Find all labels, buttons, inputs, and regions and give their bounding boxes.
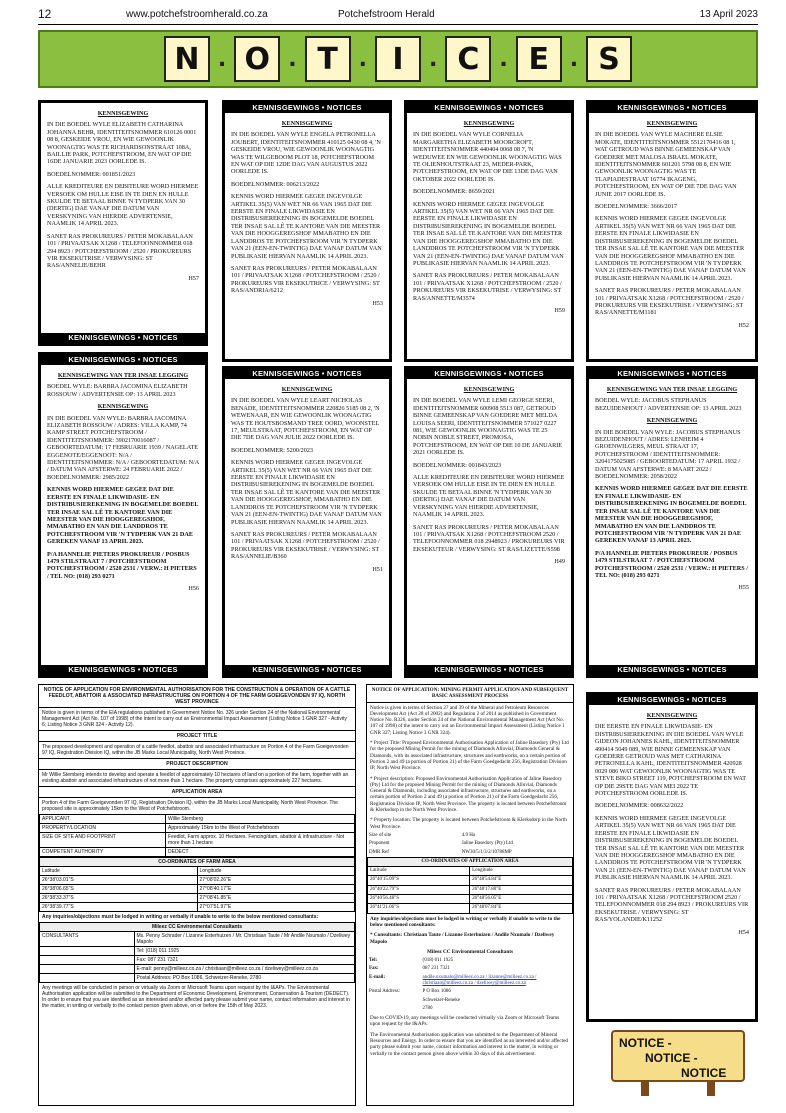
notice-intro: IN DIE BOEDEL VAN WYLE MACHERE ELSIE MOKATE, IDENTITEITSNOMMER 5512170416 08 1, WAT GETROUD WAS BINNE GEMEENSKAP VAN GOEDERE MET MALOSA ISRAEL MOKATE, IDENTITEITSNOMMER 601201 5798 08 8, EN WIE GEWOONLIK WOONAGTIG WAS TE TLAPIADESTRAAT 16774 IKAGENG, POTCHEFSTROOM, EN WAT OP DIE 7DE DAG VAN JUNIE 2017 OORLEDE IS. — [595, 131, 737, 198]
notices-label: KENNISGEWINGS • NOTICES — [589, 695, 755, 705]
mining-project-title: * Project Title: Proposed Environmental Authorisation Application of Jaline Basedory (Pty) Ltd for the proposed Mining Permit for the mining of Diamonds Alluvial, Diamonds General & Diamonds, with its associated infrastructure, structures and earthworks, on a certain portion of Portion 2 and 49 (a portion of Portion 21) of the Farm Goedgedacht 256, Registration Division IP, North West Province. — [370, 740, 569, 772]
mining-coordinates-table — [367, 857, 573, 914]
farm-coordinates-table — [39, 857, 355, 912]
mining-submission-note: The Environmental Authorisation application was submitted to the Department of Mineral Resources and Energy. In order to ensure that you are identified as an interested and/or affected party please submit your name, contact information and interest in the matter, in writing or verbally to the contact person given above within 30 days of this advertisement. — [370, 1031, 568, 1057]
table-cell: Approximately 15km to the West of Potchefstroom — [166, 824, 355, 833]
table-cell: (018) 011 1925 — [422, 958, 454, 964]
table-cell: 26°48'17.80"E — [470, 885, 573, 894]
table-row — [40, 885, 355, 894]
table-cell — [40, 947, 135, 956]
table-cell: 26°40'15.09"S — [368, 876, 470, 885]
table-row — [368, 876, 573, 885]
table-cell — [367, 1005, 421, 1013]
notice-moorcroft — [404, 100, 574, 362]
notice-code: H55 — [738, 584, 749, 592]
table-cell: Latitude — [368, 867, 470, 876]
env-notice-intro: Notice is given in terms of the EIA regulations published in Government Notice No. 326 under Section 24 of the National Environmental Management Act (Act No. 107 of 1998) of the intent to carry out an Environmental Impact Assessment (Listing Notice 1 GNR 327 - Activity 6; Listing Notice 3 GNR 324 - Activity 12). — [42, 710, 347, 728]
notice-benade — [222, 366, 392, 678]
notices-label: KENNISGEWINGS • NOTICES — [589, 103, 755, 113]
page-header — [38, 6, 758, 26]
notice-address: SANET RAS PROKUREURS / PETER MOKABALAAN 101 / PRIVAATSAK X1268 / POTCHEFSTROOM / 2520 / PROKUREURS VIR EKSEKUTRISE / VERWYSING: ST RAS/ANNETTE/M1181 — [595, 287, 744, 317]
notice-joubert — [222, 100, 392, 362]
table-row — [40, 876, 355, 885]
table-cell: 27°08'02.26"E — [197, 876, 355, 885]
banner-letter: O — [234, 36, 280, 82]
project-title-heading: PROJECT TITLE — [39, 730, 355, 742]
table-heading: CO-ORDINATES OF FARM AREA — [40, 858, 355, 867]
table-row — [367, 974, 573, 989]
banner-letter: T — [305, 36, 351, 82]
notice-body: KENNIS WORD HIERMEE GEGEE DAT DIE EERSTE EN FINALE LIKWIDASIE- EN DISTRIBUSIEREKENING IN BOGEMELDE BOEDEL TER INSAE SAL LÊ TE KANTORE VAN DIE MEESTER VAN DIE HOOGGEREGSHOF, MMABATHO EN VAN DIE LANDDROS TE POTCHEFSTROOM VIR 'N TYDPERK VAN 21 DAE GEREKEN VANAF 13 APRIL 2023. — [47, 486, 199, 546]
mining-notice-intro: Notice is given in terms of Section 27 and 39 of the Mineral and Petroleum Resources Development Act (Act 28 of 2002) and Regulation 2 of 2014 as published in Government Notice No. R326, under Section 24 of the National Environmental Management Act (Act No. 107 of 1998) of the intent to carry out an Environmental Impact Assessment (Listing Notice 1 GNR 327; Listing Notice 3 GNR 324). — [370, 704, 565, 736]
notice-intro: BOEDEL WYLE: BARBRA JACOMINA ELIZABETH ROSSOUW / ADVERTENSIE OP: 13 APRIL 2023 — [47, 383, 188, 398]
table-cell: 26°48'54.84"E — [470, 876, 573, 885]
estate-number: BOEDELNOMMER: 006213/2022 — [231, 180, 320, 188]
table-cell: PROPERTY/LOCATION — [40, 824, 166, 833]
notice-subtitle: KENNISGEWING — [646, 417, 698, 425]
table-row — [40, 956, 355, 965]
table-row — [367, 840, 573, 848]
notice-address: SANET RAS PROKUREURS / PETER MOKABALAAN 101 / PRIVAATSAK X1268 / POTCHEFSTROOM / 2520 / PROKUREURS VIR EKSEKUTRISE / VERWYSING: ST RAS/ANNELIE/B360 — [231, 530, 380, 561]
notice-intro: IN DIE BOEDEL WYLE ELIZABETH CATHARINA JOHANNA BEHR, IDENTITEITSNOMMER 610126 0001 08 8, GESKEIDE VROU, EN WIE GEWOONLIK WOONAGTIG WAS TE RICHARDSONSTRAAT 108A, BAILLIE PARK, POTCHEFSTROOM, EN WAT OP DIE 16DE JANUARIE 2023 OORLEDE IS. — [47, 121, 197, 166]
notice-rossouw — [38, 352, 208, 678]
notice-code: H59 — [554, 306, 565, 314]
table-row — [367, 832, 573, 840]
table-cell: 26°38'06.65"S — [40, 885, 198, 894]
table-cell — [40, 956, 135, 965]
notice-code: H54 — [738, 928, 749, 936]
table-cell: Ms. Penny Schrader / Lizanne Esterhuizen / Mr. Christiaan Taute / Mr Andile Nxumalo / Dzeliwey Mapolo — [134, 932, 355, 947]
notice-code: H51 — [372, 565, 383, 573]
notice-body: KENNIS WORD HIERMEE GEGEE INGEVOLGE ARTIKEL 35(5) VAN WET NR 66 VAN 1965 DAT DIE EERSTE EN FINALE LIKWIDASIE EN DISTRIBUSIEREKENING IN BOGEMELDE BOEDEL TER INSAE SAL LÊ TE KANTORE VAN DIE MEESTER VAN DIE HOOGGEREGSHOF MMABATHO EN DIE LANDDROS TE POTCHEFSTROOM VIR 'N TYDPERK VAN 21 (EEN-EN-TWINTIG) DAE VANAF DATUM VAN PUBLIKASIE HIERVAN NAAMLIK 14 APRIL 2023. — [595, 215, 746, 282]
mining-project-description: * Project description: Proposed Environmental Authorisation Application of Jaline Basedory (Pty) Ltd for the proposed Mining Permit for the mining of Diamonds Alluvial, Diamonds General & Diamonds, including associated infrastructure, structures and earthworks, on a certain portion of Portion 2 and 49 (a portion of Portion 21) of the Farm Goedgedacht 256, Registration Division IP, North West Province. The property is located between Potchefstroom & Klerksdorp in the North West Province. — [370, 775, 567, 814]
table-cell: Size of site — [369, 832, 392, 838]
table-cell: 27°08'40.17"E — [197, 885, 355, 894]
table-cell: Feedlot, Farm approx. 10 Hectares. Fencing/dam, abattoir & infrastructure - Not more than 1 hectare — [166, 833, 355, 848]
notice-address: P/A HANNELIE PIETERS PROKUREUR / POSBUS 1479 STILSTRAAT 7 / POTCHEFSTROOM POTCHEFSTROOM / 2520 2531 / VERW.: H PIETERS / TEL NO: (018) 293 0271 — [47, 550, 197, 580]
notices-label: KENNISGEWINGS • NOTICES — [41, 355, 205, 365]
project-description-heading: PROJECT DESCRIPTION — [39, 758, 355, 770]
table-cell: 26°38'33.37"S — [40, 894, 198, 903]
table-cell — [40, 965, 135, 974]
table-row — [368, 867, 573, 876]
mining-permit-notice — [366, 684, 574, 1106]
sign-text: NOTICE - — [645, 1051, 698, 1065]
notice-details: IN DIE BOEDEL VAN WYLE: JACOBUS STEPHANUS BEZUIDENHOUT / ADRES: LENHEIM 4 GROENWILGERS, MEUL STRAAT 17, POTCHEFSTROOM / IDENTITEITSNOMMER: 3204175025085 / GEBOORTEDATUM: 17 APRIL 1932 / DATUM VAN AFSTERWE: 8 MAART 2022 / BOEDELNOMMER: 2058/2022 — [595, 428, 741, 481]
consultant-firm: Mileez CC Environmental Consultants — [427, 948, 513, 955]
notices-label: KENNISGEWINGS • NOTICES — [589, 369, 755, 379]
notice-title: KENNISGEWING VAN TER INSAE LEGGING — [57, 372, 189, 379]
notice-signboard — [611, 1030, 745, 1096]
table-cell: SIZE OF SITE AND FOOTPRINT — [40, 833, 166, 848]
table-cell: 26°38'39.77"S — [40, 903, 198, 912]
estate-number: BOEDELNOMMER: 001851/2023 — [47, 170, 136, 178]
notice-mokate — [586, 100, 758, 362]
banner-letter: N — [164, 36, 210, 82]
table-row — [367, 988, 573, 996]
issue-date: 13 April 2023 — [699, 9, 758, 20]
estate-number: BOEDELNOMMER: 8659/2021 — [413, 188, 495, 196]
header-divider — [38, 24, 758, 25]
notice-address: SANET RAS PROKUREURS / PETER MOKABALAAN 101 / PRIVAATSAK X1268 / POTCHEFSTROOM / 2520 / PROKUREURS VIR EKSEKUTRICE / VERWYSING: ST RAS/ANDRIA/6212 — [231, 264, 380, 295]
notice-kahl — [586, 692, 758, 1022]
sign-text: NOTICE - — [619, 1036, 672, 1050]
mining-inquiries-text: Any inquiries/objections must be lodged in writing or verbally if unable to write to the below mentioned consultants: — [370, 915, 561, 928]
table-row — [40, 824, 355, 833]
table-cell[interactable]: andile.nxumalo@milleez.co.za / lizanne@milleez.co.za / christiaan@milleez.co.za / dzeliwey@milleez.co.za — [422, 974, 537, 986]
table-row — [40, 848, 355, 857]
notice-address: SANET RAS PROKUREURS / PETER MOKABALAAN 101 / PRIVAATSAK X1268 / POTCHEFSTROOM 2520 / TELEFOONNOMMER 018 294 8923 / PROKUREURS VIR EKSEKUTRISE / VERWYSING: ST RAS/YOLANDIE/K11252 — [595, 886, 749, 924]
table-row — [367, 957, 573, 965]
table-cell: DMR Ref — [369, 849, 389, 855]
notice-title: KENNISGEWING — [646, 712, 698, 719]
table-cell: 26°48'56.05"E — [470, 895, 573, 904]
notice-body: ALLE KREDITEURE EN DEBITEURE WORD HIERMEE VERSOEK OM HULLE EISE IN TE DIEN EN HULLE SKULDE TE BETAAL BINNE 'N TYDPERK VAN 30 (DERTIG) DAE VANAF DIE DATUM VAN VERSKYNING VAN HIERDIE ADVERTENSIE, NAAMLIK 14 APRIL 2023. — [47, 183, 199, 228]
table-cell: Willie Stemberg — [166, 815, 355, 824]
notice-body: KENNIS WORD HIERMEE GEGEE INGEVOLGE ARTIKEL 35(5) VAN WET NR 66 VAN 1965 DAT DIE EERSTE EN FINALE LIKWIDASIE EN DISTRIBUSIEREKENING IN BOGEMELDE BOEDEL TER INSAE SAL LÊ TE KANTORE VAN DIE MEESTER VAN DIE HOOGGEREGSHOF MMABATHO EN DIE LANDDROS TE POTCHEFSTROOM VIR 'N TYDPERK VAN 21 (EEN-EN-TWINTIG) DAE VANAF DATUM VAN PUBLIKASIE HIERVAN NAAMLIK 14 APRIL 2023. — [595, 814, 746, 882]
estate-number: BOEDELNOMMER: 5200/2023 — [231, 446, 313, 454]
newspaper-name: Potchefstroom Herald — [338, 9, 435, 20]
banner-letter: I — [375, 36, 421, 82]
table-cell: E-mail: — [369, 974, 386, 980]
application-area-heading: APPLICATION AREA — [39, 786, 355, 798]
table-cell: Tel: — [369, 958, 378, 964]
table-row — [40, 815, 355, 824]
notice-address: SANET RAS PROKUREURS / PETER MOKABALAAN 101 / PRIVAATSAK X1268 / POTCHEFSTROOM / 2520 / PROKUREURS VIR EKSEKUTRISE / VERWYSING: ST RAS/ANNETTE/M3574 — [413, 272, 562, 302]
notice-code: H53 — [372, 299, 383, 307]
table-cell: Fax: 087 231 7321 — [134, 956, 355, 965]
table-cell: 2780 — [422, 1005, 433, 1011]
table-cell: 26°48'07.84"E — [470, 904, 573, 913]
notices-label: KENNISGEWINGS • NOTICES — [41, 333, 205, 343]
notice-title: KENNISGEWING — [646, 120, 698, 127]
table-cell: 27°08'41.85"E — [197, 894, 355, 903]
mining-notice-title: NOTICE OF APPLICATION: MINING PERMIT APPLICATION AND SUBSEQUENT BASIC ASSESSMENT PROCESS — [367, 685, 573, 703]
notice-code: H52 — [738, 321, 749, 329]
notice-code: H57 — [188, 274, 199, 282]
notices-label: KENNISGEWINGS • NOTICES — [407, 665, 571, 675]
consultants-table — [39, 922, 355, 983]
table-row — [368, 904, 573, 913]
mining-contact-table — [367, 957, 573, 1013]
table-cell: P O Box 1086 — [422, 989, 451, 995]
project-title-text: The proposed development and operation of a cattle feedlot, abattoir and associated infrastructure on Portion 4 of the Farm Goeigevonden 97 IQ, Registration Division IQ, within the JB Marks Local Municipality, North West Province. — [42, 744, 349, 756]
page-number: 12 — [38, 7, 52, 21]
notice-address: SANET RAS PROKUREURS / PETER MOKABALAAN 101 / PRIVAATSAK X1268 / POTCHEFSTROOM 2520 / TELEFOONNOMMER 018 2948923 / PROKUREURS VIR EKSEKUTEUR / VERWYSING: ST RAS/LIZETTE/S598 — [413, 523, 565, 553]
table-row — [40, 858, 355, 867]
table-row — [367, 997, 573, 1005]
env-notice-footer: Any meetings will be conducted in person or virtually via Zoom or Microsoft Teams upon request by the I&APs. The Environmental Authorisation application will be submitted to the Department of Economic Development, Environment, Conservation & Tourism (DEDECT). In order to ensure that you are identified as an interested and/or affected party please submit your name, contact information and interest in the matter, in writing or verbally to the contact person given above, on or before the 15th of May 2023. — [42, 985, 350, 1009]
notices-banner: N . O . T . I . C . E . S — [38, 30, 758, 88]
notice-intro: BOEDEL WYLE: JACOBUS STEPHANUS BEZUIDENHOUT / ADVERTENSIE OP: 13 APRIL 2023 — [595, 397, 742, 412]
table-cell: 26°38'03.01"S — [40, 876, 198, 885]
inquiries-text: Any inquiries/objections must be lodged in writing or verbally if unable to write to the below mentioned consultants: — [42, 914, 319, 920]
notices-label: KENNISGEWINGS • NOTICES — [225, 369, 389, 379]
table-cell — [367, 997, 421, 1005]
table-cell: Proponent — [369, 841, 390, 847]
environmental-notice-feedlot — [38, 684, 356, 1106]
notice-title: KENNISGEWING — [463, 120, 515, 127]
notice-code: H56 — [188, 585, 199, 593]
table-row — [40, 965, 355, 974]
table-heading: Mileez CC Environmental Consultants — [40, 923, 355, 932]
table-cell: COMPETENT AUTHORITY — [40, 848, 166, 857]
notices-label: KENNISGEWINGS • NOTICES — [41, 665, 205, 675]
notice-behr — [38, 100, 208, 346]
table-row — [40, 923, 355, 932]
env-notice-title: NOTICE OF APPLICATION FOR ENVIRONMENTAL AUTHORISATION FOR THE CONSTRUCTION & OPERATION OF A CATTLE FEEDLOT, ABATTOIR & ASSOCIATED INFRASTRUCTURE ON PORTION 4 OF THE FARM GOEIGEVONDEN 97 IQ, NORTH WEST PROVINCE — [39, 685, 355, 708]
notice-intro: IN DIE BOEDEL VAN WYLE CORNELIA MARGARETHA ELIZABETH MOORCROFT, IDENTITEITSNOMMER 440404 0068 08 7, 'N WEDUWEE EN WIE GEWOONLIK WOONAGTIG WAS TE OLIENHOUTSTRAAT 23, MEDER-PARK, POTCHEFSTROOM, EN WAT OP DIE 13DE DAG VAN OKTOBER 2022 OORLEDE IS. — [413, 131, 562, 183]
table-row — [367, 849, 573, 857]
table-cell: Latitude — [40, 867, 198, 876]
table-cell: Longitude — [470, 867, 573, 876]
notice-intro: IN DIE BOEDEL VAN WYLE ENGELA PETRONELLA JOUBERT, IDENTITEITSNOMMER 410125 0430 08 4, 'N GESKEIDE VROU, WIE GEWOONLIK WOONAGTIG WAS TE WILGEBOOM PLOT 18, POTCHEFSTROOM EN WAT OP DIE 12DE DAG VAN AUGUSTUS 2022 OORLEDE IS. — [231, 131, 381, 176]
banner-letter: C — [445, 36, 491, 82]
notices-label: KENNISGEWINGS • NOTICES — [225, 665, 389, 675]
table-row — [40, 974, 355, 983]
table-row — [367, 965, 573, 973]
table-row — [368, 895, 573, 904]
table-row — [40, 833, 355, 848]
table-cell: Tel: (018) 011 1925 — [134, 947, 355, 956]
table-cell — [40, 974, 135, 983]
table-cell: 26°40'56.48"S — [368, 895, 470, 904]
table-cell: Fax: — [369, 966, 379, 972]
estate-number: BOEDELNOMMER: 001843/2023 — [413, 461, 502, 469]
table-cell: Postal Address: — [369, 989, 400, 995]
notice-body: KENNIS WORD HIERMEE GEGEE DAT DIE EERSTE EN FINALE LIKWIDASIE- EN DISTRIBUSIEREKENING IN BOGEMELDE BOEDEL TER INSAE SAL LÊ TE KANTORE VAN DIE MEESTER VAN DIE HOOGGEREGSHOF, MMABATHO EN VAN DIE LANDDROS TE POTCHEFSTROOM VIR 'N TYDPERK VAN 21 DAE GEREKEN VANAF 13 APRIL 2023. — [595, 485, 748, 545]
estate-number: BOEDELNOMMER: 3666/2017 — [595, 203, 677, 211]
notice-intro: DIE EERSTE EN FINALE LIKWIDASIE- EN DISTRIBUSIEREKENING IN DIE BOEDEL VAN WYLE GIDEON JOHANNES KAHL, IDENTITEITSNOMMER 490414 5049 089, WIE BINNE GEMEENSKAP VAN GOEDERE GETROUD WAS MET CATHARINA PETRONELLA KAHL, IDENTITEITSNOMMER 420928 0029 086 WAT GEWOONLIK WOONAGTIG WAS TE STEVE BIKO STREET 119, POTCHEFSTROOM EN WAT OP DIE 29STE DAG VAN MEI 2022 TE POTCHEFSTROOM OORLEDE IS. — [595, 723, 746, 798]
mining-consultants: * Consultants: Christiaan Taute / Lizanne Esterhuizen / Andile Nxumalo / Dzeliwey Mapolo — [370, 932, 555, 945]
table-cell: 4.9 Ha — [461, 832, 476, 838]
notice-bezuidenhout — [586, 366, 758, 678]
table-cell: Jaline Basedory (Pty) Ltd — [461, 841, 513, 847]
mining-details-table — [367, 832, 573, 857]
table-cell: NW30/5/1/3/2/10788MP — [461, 849, 512, 855]
website-url[interactable]: www.potchefstroomherald.co.za — [126, 9, 268, 20]
notice-title: KENNISGEWING — [281, 386, 333, 393]
table-row — [40, 947, 355, 956]
table-cell: Longitude — [197, 867, 355, 876]
notice-subtitle: KENNISGEWING — [97, 403, 149, 411]
notice-intro: IN DIE BOEDEL VAN WYLE LEART NICHOLAS BENADE, IDENTITEITSNOMMER 220826 5185 08 2, 'N WEWENAAR, EN WIE GEWOONLIK WOONAGTIG WAS TE HOUTSBOSMAND TREE OORD, WOONSTEL 17, MEULSTRAAT, POTCHEFSTROOM, EN WAT OP DIE 7DE DAG VAN JULIE 2022 OORLEDE IS. — [231, 397, 380, 442]
sign-board — [611, 1030, 745, 1082]
table-cell: Postal Address: PO Box 1086, Schweizer-Reneke, 2780 — [134, 974, 355, 983]
table-cell: Schweizer-Reneke — [422, 997, 460, 1003]
table-row — [368, 885, 573, 894]
notices-label: KENNISGEWINGS • NOTICES — [407, 369, 571, 379]
table-cell: 27°07'51.97"E — [197, 903, 355, 912]
project-description-text: Mr Willie Stemberg intends to develop and operate a feedlot of approximately 10 hectares of land on a portion of the farm, together with an existing abattoir and associated infrastructure of not more than 1 hectare. The property comprises approximately 227 hectares. — [42, 772, 349, 784]
table-cell: 26°40'22.79"S — [368, 885, 470, 894]
estate-number: BOEDELNOMMER: 008632/2022 — [595, 802, 684, 810]
notices-label: KENNISGEWINGS • NOTICES — [225, 103, 389, 113]
notice-title: KENNISGEWING VAN TER INSAE LEGGING — [606, 386, 738, 393]
table-cell: APPLICANT — [40, 815, 166, 824]
table-row — [40, 903, 355, 912]
notice-seeri — [404, 366, 574, 678]
notice-body: KENNIS WORD HIERMEE GEGEE INGEVOLGE ARTIKEL 35(5) VAN WET NR 66 VAN 1965 DAT DIE EERSTE EN FINALE LIKWIDASIE EN DISTRIBUSIEREKENING IN BOGEMELDE BOEDEL TER INSAE SAL LÊ TE KANTORE VAN DIE MEESTER VAN DIE HOOGGEREGSHOF MMABATHO EN DIE LANDDROS TE POTCHEFSTROOM VIR 'N TYDPERK VAN 21 (EEN-EN-TWINTIG) DAE VANAF DATUM VAN PUBLIKASIE HIERVAN NAAMLIK 14 APRIL 2023. — [413, 200, 564, 267]
table-cell: DEDECT — [166, 848, 355, 857]
banner-letter: S — [586, 36, 632, 82]
notice-title: KENNISGEWING — [97, 110, 149, 117]
application-area-text: Portion 4 of the Farm Goeigevonden 97 IQ, Registration Division IQ, within the JB Marks Local Municipality, North West Province. The proposed site is approximately 15km to the West of Potchefstroom. — [42, 800, 338, 812]
table-row — [40, 894, 355, 903]
project-details-table — [39, 814, 355, 857]
table-cell[interactable]: E-mail: penny@milleez.co.za / christiaan@milleez.co.za / dzeliwey@milleez.co.za — [134, 965, 355, 974]
notice-details: IN DIE BOEDEL VAN WYLE: BARBRA JACOMINA ELIZABETH ROSSOUW / ADRES: VILLA KAMP, 74 KAMP STREET POTCHEFSTROOM / IDENTITEITSNOMMER: 3902170016087 / GEBOORTEDATUM: 17 FEBRUARIE 1939 / NAGELATE EGGENOTE/EGGENOOT: N/A / IDENTITEITSNOMMER: N/A / GEBOORTEDATUM: N/A / DATUM VAN AFSTERWE: 24 FEBRUARIE 2022 / BOEDELNOMMER: 2985/2022 — [47, 414, 199, 481]
notice-address: SANET RAS PROKUREURS / PETER MOKABALAAN 101 / PRIVAATSAK X1268 / TELEFOONNOMMER 018 294 8923 / POTCHEFSTROOM / 2520 / PROKUREURS VIR EKSEKUTRISE / VERWYSING: ST RAS/ANNELIE/BEHR — [47, 232, 193, 270]
table-cell: 087 231 7321 — [422, 966, 451, 972]
notice-body: KENNIS WORD HIERMEE GEGEE INGEVOLGE ARTIKEL 35(5) VAN WET NR 66 VAN 1965 DAT DIE EERSTE EN FINALE LIKWIDASIE EN DISTRIBUSIEREKENING IN BOGEMELDE BOEDEL TER INSAE SAL LÊ TE KANTORE VAN DIE MEESTER VAN DIE HOOGGEREGSHOF, MMABATHO EN DIE LANDDROS TE POTCHEFSTROOM VIR 'N TYDPERK VAN 21 (EEN-EN-TWINTIG) DAE VANAF DATUM VAN PUBLIKASIE HIERVAN NAAMLIK 14 APRIL 2023. — [231, 459, 382, 526]
notice-intro: IN DIE BOEDEL VAN WYLE LEMI GEORGE SEERI, IDENTITEITSNOMMER 600908 5513 087, GETROUD BINNE GEMEENSKAP VAN GOEDERE MET MELDA LOUISA SEERI, IDENTITEITSNOMMER 571027 0227 081, WIE GEWOONLIK WOONAGTIG WAS TE 25 NOBIN NOBLE STREET, PROMOSA, POTCHEFSTROOM, EN WAT OP DIE 10 DE JANUARIE 2021 OORLEDE IS. — [413, 397, 563, 457]
table-heading: CO-ORDINATES OF APPLICATION AREA — [368, 857, 573, 866]
notice-code: H49 — [554, 558, 565, 566]
notices-label: KENNISGEWINGS • NOTICES — [407, 103, 571, 113]
banner-letter: E — [516, 36, 562, 82]
table-cell: CONSULTANTS — [40, 932, 135, 947]
notice-body: ALLE KREDITEURE EN DEBITEURE WORD HIERMEE VERSOEK OM HULLE EISE IN TE DIEN EN HULLE SKULDE TE BETAAL BINNE 'N TYDPERK VAN 30 (DERTIG) DAE VANAF DIE DATUM VAN VERSKYNING VAN HIERDIE ADVERTENSIE, NAAMLIK 14 APRIL 2023. — [413, 474, 565, 519]
notice-title: KENNISGEWING — [463, 386, 515, 393]
notices-label: KENNISGEWINGS • NOTICES — [589, 665, 755, 675]
sign-text: NOTICE — [681, 1066, 727, 1080]
table-row — [40, 932, 355, 947]
notice-body: KENNIS WORD HIERMEE GEGEE INGEVOLGE ARTIKEL 35(5) VAN WET NR 66 VAN 1965 DAT DIE EERSTE EN FINALE LIKWIDASIE EN DISTRIBUSIEREKENING IN BOGEMELDE BOEDEL TER INSAE SAL LÊ TE KANTORE VAN DIE MEESTER VAN DIE HOOGGEREGSHOF MMABATHO EN DIE LANDDROS TE POTCHEFSTROOM VIR 'N TYDPERK VAN 21 (EEN-EN-TWINTIG) DAE VANAF DATUM VAN PUBLIKASIE HIERVAN NAAMLIK 14 APRIL 2023. — [231, 193, 382, 260]
notice-address: P/A HANNELIE PIETERS PROKUREUR / POSBUS 1479 STILSTRAAT 7 / POTCHEFSTROOM POTCHEFSTROOM / 2520 2531 / VERW.: H PIETERS / TEL NO: (018) 293 0271 — [595, 549, 748, 579]
table-row — [367, 1005, 573, 1013]
mining-property-location: * Property location: The property is located between Potchefstroom & Klerksdorp in the North West Province. — [370, 817, 567, 830]
notice-title: KENNISGEWING — [281, 120, 333, 127]
table-cell: 26°41'21.06"S — [368, 904, 470, 913]
mining-covid-note: Due to COVID-19, any meetings will be conducted virtually via Zoom or Microsoft Teams upon request by the I&APs. — [370, 1015, 560, 1028]
table-row — [368, 857, 573, 866]
table-row — [40, 867, 355, 876]
